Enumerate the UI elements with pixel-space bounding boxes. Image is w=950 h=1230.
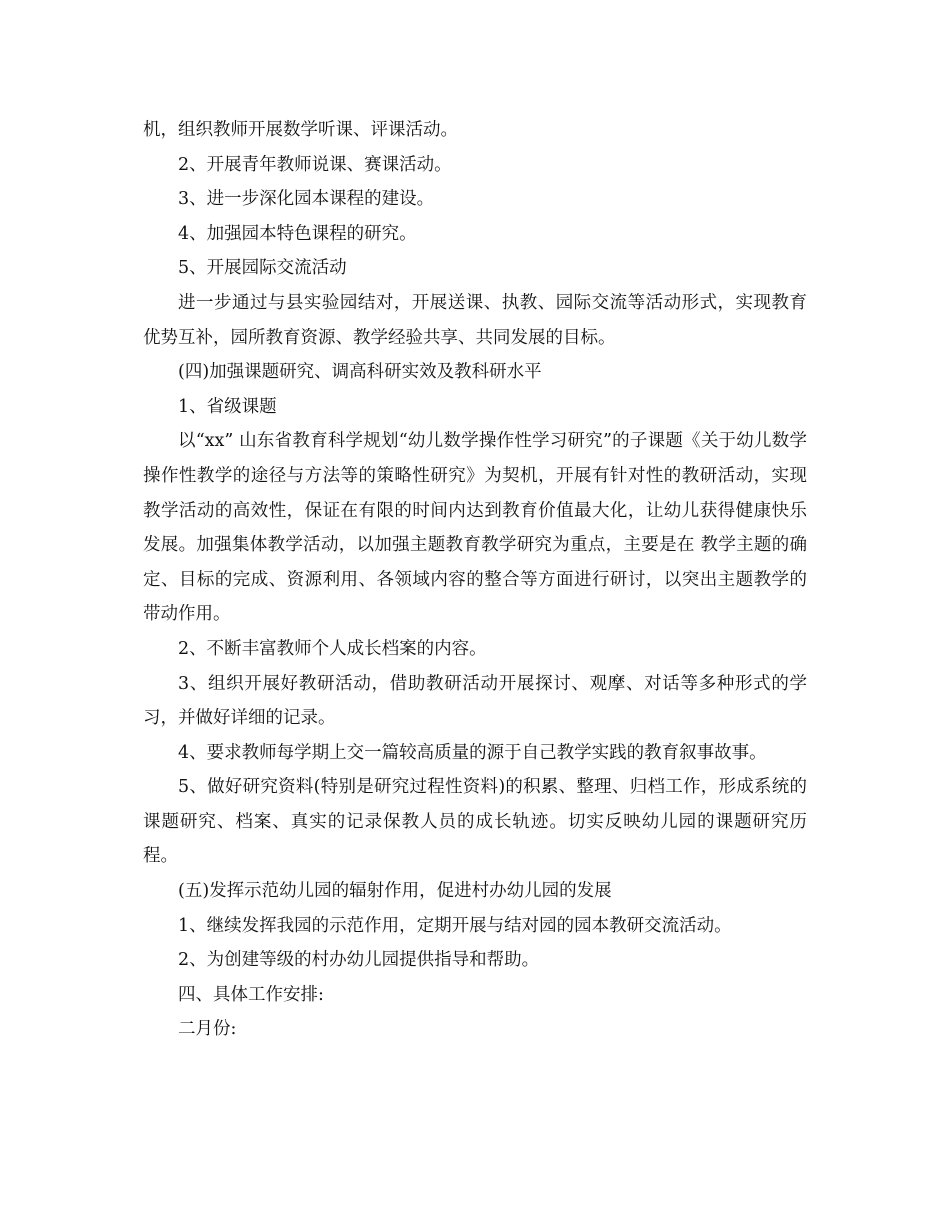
section-heading-schedule: 四、具体工作安排: — [178, 984, 324, 1005]
paragraph-item-3-curriculum: 3、进一步深化园本课程的建设。 — [178, 189, 435, 210]
paragraph-item-1-provincial: 1、省级课题 — [178, 396, 277, 417]
paragraph-item-2-archives: 2、不断丰富教师个人成长档案的内容。 — [178, 638, 487, 659]
section-heading-4: (四)加强课题研究、调高科研实效及教科研水平 — [178, 362, 542, 383]
paragraph-item-3-research-activities: 3、组织开展好教研活动，借助教研活动开展探讨、观摩、对话等多种形式的学习，并做好详细的记录。 — [143, 673, 807, 729]
paragraph-provincial-detail: 以“xx” 山东省教育科学规划“幼儿数学操作性学习研究”的子课题《关于幼儿数学操作性教学的途径与方法等的策略性研究》为契机，开展有针对性的教研活动，实现教学活动的高效性，保证在有限的时间内达到教育价值最大化，让幼儿获得健康快乐发展。加强集体教学活动，以加强主题教育教学研究为重点，主要是在 教学主题的确定、目标的完成、资源利用、各领域内容的整合等方面进行研讨，以突出主题教学的带动作用。 — [143, 431, 807, 625]
paragraph-item-4-narratives: 4、要求教师每学期上交一篇较高质量的源于自己教学实践的教育叙事故事。 — [178, 742, 767, 763]
paragraph-continuation: 机，组织教师开展数学听课、评课活动。 — [143, 120, 458, 140]
month-heading-february: 二月份: — [178, 1019, 237, 1040]
paragraph-item-5-exchange: 5、开展园际交流活动 — [178, 258, 347, 279]
paragraph-item-2-guidance: 2、为创建等级的村办幼儿园提供指导和帮助。 — [178, 950, 540, 971]
document-body — [143, 113, 807, 1047]
section-heading-5: (五)发挥示范幼儿园的辐射作用，促进村办幼儿园的发展 — [178, 881, 612, 902]
paragraph-exchange-detail: 进一步通过与县实验园结对，开展送课、执教、园际交流等活动形式，实现教育优势互补，园所教育资源、教学经验共享、共同发展的目标。 — [143, 292, 807, 348]
paragraph-item-1-demonstration: 1、继续发挥我园的示范作用，定期开展与结对园的园本教研交流活动。 — [178, 915, 732, 936]
paragraph-item-5-materials: 5、做好研究资料(特别是研究过程性资料)的积累、整理、归档工作，形成系统的课题研究、档案、真实的记录保教人员的成长轨迹。切实反映幼儿园的课题研究历程。 — [143, 777, 807, 867]
paragraph-item-2-youth-teachers: 2、开展青年教师说课、赛课活动。 — [178, 154, 452, 175]
paragraph-item-4-featured-courses: 4、加强园本特色课程的研究。 — [178, 223, 417, 244]
